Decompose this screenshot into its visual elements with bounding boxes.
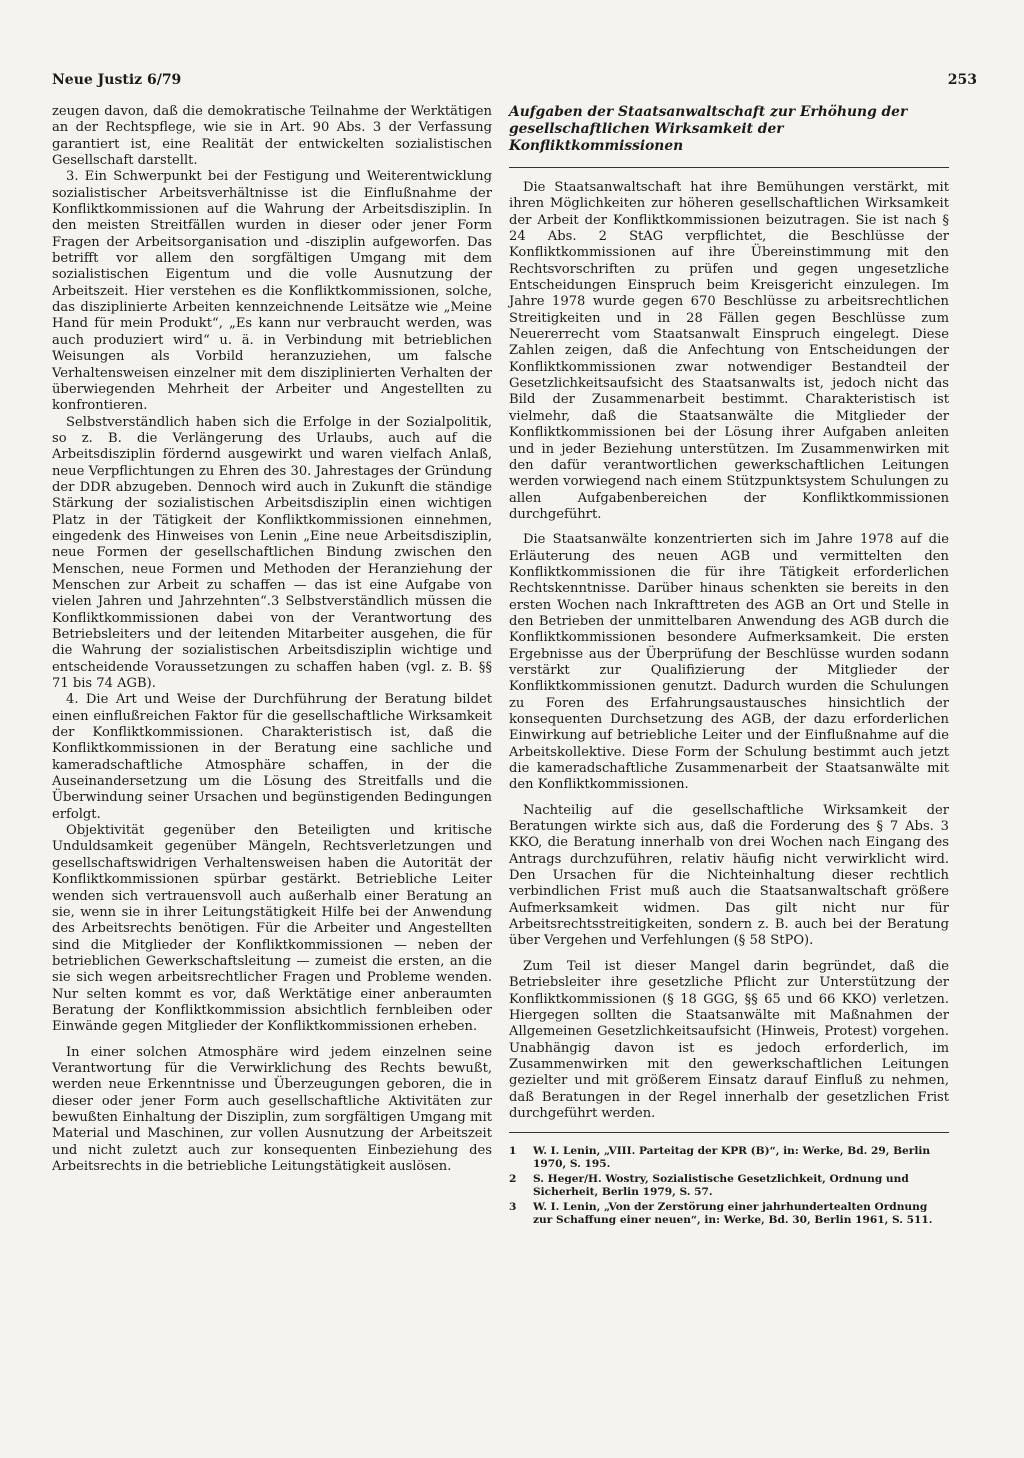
paragraph: Zum Teil ist dieser Mangel darin begründet, daß die Betriebsleiter ihre gesetzliche Pflicht zur Unterstützung der Konfliktkommissionen (§ 18 GGG, §§ 65 und 66 KKO) verletzen. Hiergegen sollten die Staatsanwälte mit Maßnahmen der Allgemeinen Gesetzlichkeitsaufsicht (Hinweis, Protest) vorgehen. Unabhängig davon ist es jedoch erforderlich, im Zusammenwirken mit den gewerkschaftlichen Leitungen gezielter und mit größerem Einsatz darauf Einfluß zu nehmen, daß Beratungen in der Regel innerhalb der gesetzlichen Frist durchgeführt werden. xyxy=(509,958,949,1121)
footnote xyxy=(509,1173,949,1199)
paragraph: Die Staatsanwälte konzentrierten sich im Jahre 1978 auf die Erläuterung des neuen AGB und vermittelten den Konfliktkommissionen die für ihre Tätigkeit erforderlichen Rechtskenntnisse. Darüber hinaus schenkten sie bereits in den ersten Wochen nach Inkrafttreten des AGB an Ort und Stelle in den Betrieben der unmittelbaren Anwendung des AGB durch die Konfliktkommissionen besondere Aufmerksamkeit. Die ersten Ergebnisse aus der Überprüfung der Beschlüsse wurden sodann verstärkt zur Qualifizierung der Mitglieder der Konfliktkommissionen genutzt. Dadurch wurden die Schulungen zu Foren des Erfahrungsaustausches hinsichtlich der konsequenten Durchsetzung des AGB, der dazu erforderlichen Einwirkung auf betriebliche Leiter und der Einflußnahme auf die Arbeitskollektive. Diese Form der Schulung bestimmt auch jetzt die kameradschaftliche Zusammenarbeit der Staatsanwälte mit den Konfliktkommissionen. xyxy=(509,532,949,793)
left-column xyxy=(52,104,492,1175)
right-column xyxy=(509,104,949,1229)
footnote-number: 3 xyxy=(509,1201,517,1214)
paragraph: 3. Ein Schwerpunkt bei der Festigung und Weiterentwicklung sozialistischer Arbeitsverhältnisse ist die Einflußnahme der Konfliktkommissionen auf die Wahrung der Arbeitsdisziplin. In den meisten Streitfällen wurden in dieser oder jener Form Fragen der Arbeitsorganisation und -disziplin aufgeworfen. Das betrifft vor allem den sorgfältigen Umgang mit dem sozialistischen Eigentum und die volle Ausnutzung der Arbeitszeit. Hier verstehen es die Konfliktkommissionen, solche, das disziplinierte Arbeiten kennzeichnende Leitsätze wie „Meine Hand für mein Produkt“, „Es kann nur verbraucht werden, was auch produziert wird“ u. ä. in Verbindung mit betrieblichen Weisungen als Vorbild heranzuziehen, um falsche Verhaltensweisen einzelner mit dem disziplinierten Verhalten der überwiegenden Mehrheit der Arbeiter und Angestellten zu konfrontieren. xyxy=(52,169,492,414)
footnote xyxy=(509,1201,949,1227)
footnote-number: 2 xyxy=(509,1173,517,1186)
paragraph: Nachteilig auf die gesellschaftliche Wirksamkeit der Beratungen wirkte sich aus, daß die Forderung des § 7 Abs. 3 KKO, die Beratung innerhalb von drei Wochen nach Eingang des Antrags durchzuführen, relativ häufig nicht verwirklicht wird. Den Ursachen für die Nichteinhaltung dieser rechtlich verbindlichen Frist muß auch die Staatsanwaltschaft größere Aufmerksamkeit widmen. Das gilt nicht nur für Arbeitsrechtsstreitigkeiten, sondern z. B. auch bei der Beratung über Vergehen und Verfehlungen (§ 58 StPO). xyxy=(509,802,949,949)
running-head xyxy=(52,72,977,88)
footnote-text: W. I. Lenin, „Von der Zerstörung einer jahrhundertealten Ordnung zur Schaffung einer neuen“, in: Werke, Bd. 30, Berlin 1961, S. 511. xyxy=(533,1201,933,1227)
footnote-number: 1 xyxy=(509,1145,517,1158)
paragraph: Die Staatsanwaltschaft hat ihre Bemühungen verstärkt, mit ihren Möglichkeiten zur höheren gesellschaftlichen Wirksamkeit der Arbeit der Konfliktkommissionen beizutragen. Sie ist nach § 24 Abs. 2 StAG verpflichtet, die Beschlüsse der Konfliktkommissionen auf ihre Übereinstimmung mit den Rechtsvorschriften zu prüfen und gegen ungesetzliche Entscheidungen Einspruch beim Kreisgericht einzulegen. Im Jahre 1978 wurde gegen 670 Beschlüsse zu arbeitsrechtlichen Streitigkeiten und in 28 Fällen gegen Beschlüsse zum Neuererrecht vom Staatsanwalt Einspruch eingelegt. Diese Zahlen zeigen, daß die Anfechtung von Entscheidungen der Konfliktkommissionen zwar notwendiger Bestandteil der Gesetzlichkeitsaufsicht des Staatsanwalts ist, jedoch nicht das Bild der Zusammenarbeit bestimmt. Charakteristisch ist vielmehr, daß die Staatsanwälte die Mitglieder der Konfliktkommissionen bei der Lösung ihrer Aufgaben anleiten und in jeder Beziehung unterstützen. Im Zusammenwirken mit den dafür verantwortlichen gewerkschaftlichen Leitungen werden vorwiegend nach einem Stützpunktsystem Schulungen zu allen Aufgabenbereichen der Konfliktkommissionen durchgeführt. xyxy=(509,180,949,522)
paragraph: zeugen davon, daß die demokratische Teilnahme der Werktätigen an der Rechtspflege, wie sie in Art. 90 Abs. 3 der Verfassung garantiert ist, eine Realität der entwickelten sozialistischen Gesellschaft darstellt. xyxy=(52,104,492,169)
footnote-divider xyxy=(509,1132,949,1133)
footnote-text: W. I. Lenin, „VIII. Parteitag der KPR (B)“, in: Werke, Bd. 29, Berlin 1970, S. 195. xyxy=(533,1145,931,1171)
footnote-text: S. Heger/H. Wostry, Sozialistische Gesetzlichkeit, Ordnung und Sicherheit, Berlin 1979, S. 57. xyxy=(533,1173,909,1199)
paragraph: 4. Die Art und Weise der Durchführung der Beratung bildet einen einflußreichen Faktor für die gesellschaftliche Wirksamkeit der Konfliktkommissionen. Charakteristisch ist, daß die Konfliktkommissionen in der Beratung eine sachliche und kameradschaftliche Atmosphäre schaffen, in der die Auseinandersetzung um die Lösung des Streitfalls und die Überwindung seiner Ursachen und begünstigenden Bedingungen erfolgt. xyxy=(52,692,492,822)
page-number: 253 xyxy=(947,72,977,88)
paragraph: Selbstverständlich haben sich die Erfolge in der Sozialpolitik, so z. B. die Verlängerung des Urlaubs, auch auf die Arbeitsdisziplin fördernd ausgewirkt und waren vielfach Anlaß, neue Verpflichtungen zu Ehren des 30. Jahrestages der Gründung der DDR abzugeben. Dennoch wird auch in Zukunft die ständige Stärkung der sozialistischen Arbeitsdisziplin einen wichtigen Platz in der Tätigkeit der Konfliktkommissionen einnehmen, eingedenk des Hinweises von Lenin „Eine neue Arbeitsdisziplin, neue Formen der gesellschaftlichen Bindung zwischen den Menschen, neue Formen und Methoden der Heranziehung der Menschen zur Arbeit zu schaffen — das ist eine Aufgabe von vielen Jahren und Jahrzehnten“.3 Selbstverständlich müssen die Konfliktkommissionen dabei von der Verantwortung des Betriebsleiters und der leitenden Mitarbeiter ausgehen, die für die Wahrung der sozialistischen Arbeitsdisziplin wichtige und entscheidende Voraussetzungen zu schaffen haben (vgl. z. B. §§ 71 bis 74 AGB). xyxy=(52,414,492,692)
divider xyxy=(509,167,949,168)
paragraph: Objektivität gegenüber den Beteiligten und kritische Unduldsamkeit gegenüber Mängeln, Rechtsverletzungen und gesellschaftswidrigen Verhaltensweisen haben die Autorität der Konfliktkommissionen spürbar gestärkt. Betriebliche Leiter wenden sich vertrauensvoll auch außerhalb einer Beratung an sie, wenn sie in ihrer Leitungstätigkeit Hilfe bei der Anwendung des Arbeitsrechts benötigen. Für die Arbeiter und Angestellten sind die Mitglieder der Konfliktkommissionen — neben der betrieblichen Gewerkschaftsleitung — zumeist die ersten, an die sie sich wegen arbeitsrechtlicher Fragen und Probleme wenden. Nur selten kommt es vor, daß Werktätige einer anberaumten Beratung der Konfliktkommission absichtlich fernbleiben oder Einwände gegen Mitglieder der Konfliktkommissionen erheben. xyxy=(52,823,492,1035)
footnotes xyxy=(509,1145,949,1227)
footnote xyxy=(509,1145,949,1171)
paragraph: In einer solchen Atmosphäre wird jedem einzelnen seine Verantwortung für die Verwirklichung des Rechts bewußt, werden neue Erkenntnisse und Überzeugungen geboren, die in dieser oder jener Form auch gesellschaftliche Aktivitäten zur bewußten Einhaltung der Disziplin, zum sorgfältigen Umgang mit Material und Maschinen, zur vollen Ausnutzung der Arbeitszeit und nicht zuletzt auch zur konsequenten Einbeziehung des Arbeitsrechts in die betriebliche Leitungstätigkeit auslösen. xyxy=(52,1044,492,1174)
section-heading: Aufgaben der Staatsanwaltschaft zur Erhöhung der gesellschaftlichen Wirksamkeit der Konfliktkommissionen xyxy=(509,104,908,154)
journal-title: Neue Justiz 6/79 xyxy=(52,72,182,88)
